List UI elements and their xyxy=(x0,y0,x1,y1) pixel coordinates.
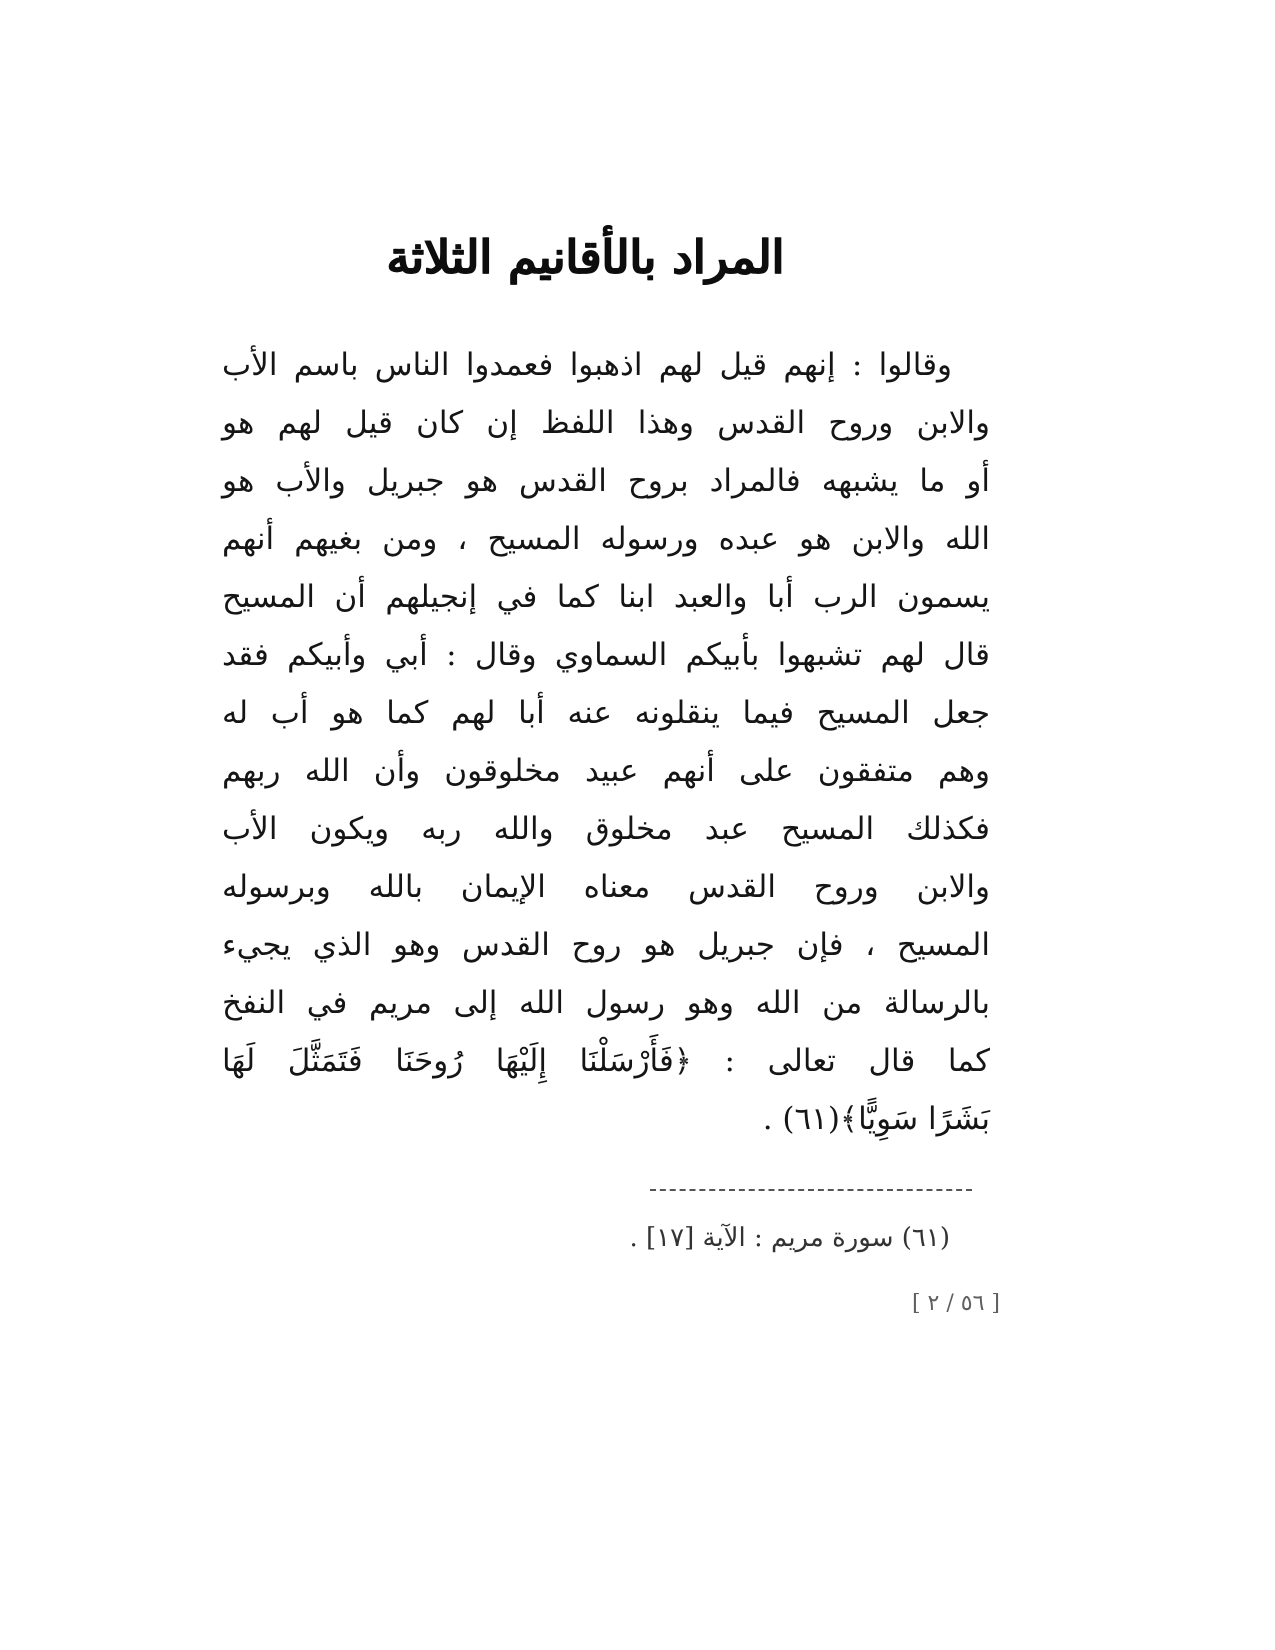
quran-verse-line: بَشَرًا سَوِيًّا﴾(٦١) . xyxy=(762,1101,990,1137)
text-line: المسيح ، فإن جبريل هو روح القدس وهو الذي يجيء xyxy=(222,927,990,963)
text-line: وهم متفقون على أنهم عبيد مخلوقون وأن الله ربهم xyxy=(222,753,990,789)
text-line: والابن وروح القدس معناه الإيمان بالله وبرسوله xyxy=(222,869,990,905)
text-line: والابن وروح القدس وهذا اللفظ إن كان قيل لهم هو xyxy=(222,405,990,441)
text-line: الله والابن هو عبده ورسوله المسيح ، ومن بغيهم أنهم xyxy=(222,521,990,557)
body-text xyxy=(222,336,990,1148)
footnote: (٦١) سورة مريم : الآية [١٧] . xyxy=(629,1223,950,1253)
page-title: المراد بالأقانيم الثلاثة xyxy=(386,230,784,284)
page-code: [ ٥٦ / ٢ ] xyxy=(911,1291,1000,1316)
text-line: بالرسالة من الله وهو رسول الله إلى مريم في النفخ xyxy=(222,985,990,1021)
text-line: يسمون الرب أبا والعبد ابنا كما في إنجيلهم أن المسيح xyxy=(222,579,990,615)
text-line: أو ما يشبهه فالمراد بروح القدس هو جبريل والأب هو xyxy=(222,463,990,499)
text-line: قال لهم تشبهوا بأبيكم السماوي وقال : أبي وأبيكم فقد xyxy=(222,637,990,673)
footnote-separator xyxy=(650,1189,972,1191)
text-line: فكذلك المسيح عبد مخلوق والله ربه ويكون الأب xyxy=(222,811,990,847)
text-line: وقالوا : إنهم قيل لهم اذهبوا فعمدوا الناس باسم الأب xyxy=(222,347,952,383)
text-line: جعل المسيح فيما ينقلونه عنه أبا لهم كما هو أب له xyxy=(222,695,990,731)
quran-verse-line: كما قال تعالى : ﴿فَأَرْسَلْنَا إِلَيْهَا رُوحَنَا فَتَمَثَّلَ لَهَا xyxy=(222,1043,990,1079)
